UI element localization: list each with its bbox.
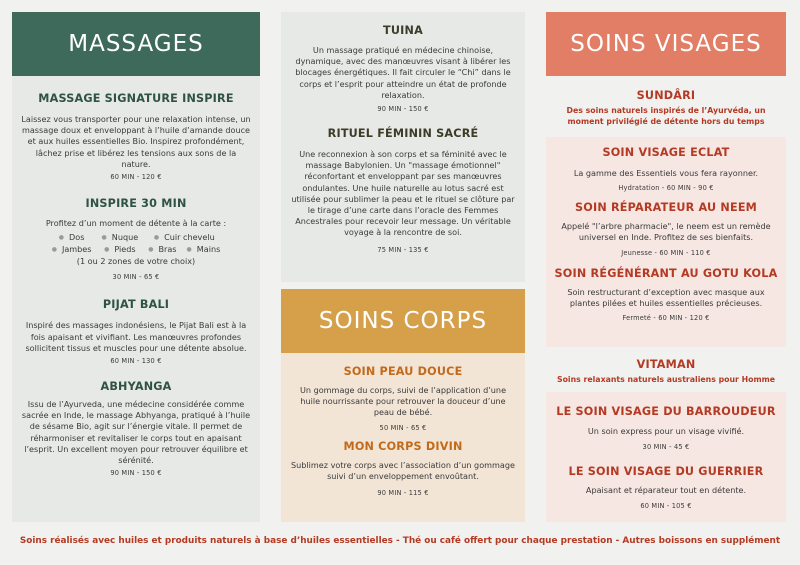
service-visage-eclat	[552, 146, 780, 192]
zone-item: ● Cuir chevelu	[148, 232, 220, 242]
service-price: 90 MIN - 150 €	[377, 105, 429, 114]
service-price: Jeunesse - 60 MIN - 110 €	[621, 248, 711, 257]
service-abhyanga	[20, 380, 252, 477]
service-price: 60 MIN - 105 €	[640, 502, 692, 511]
footer-note: Soins réalisés avec huiles et produits naturels à base d’huiles essentielles - Thé ou café offert pour chaque prestation - Autres boissons en supplément	[19, 536, 781, 546]
service-price: Hydratation - 60 MIN - 90 €	[618, 184, 714, 193]
zone-item: ● Mains	[187, 244, 221, 254]
service-price: 60 MIN - 120 €	[110, 173, 162, 182]
service-barroudeur	[552, 405, 780, 451]
middle-list	[290, 24, 516, 254]
service-name: INSPIRE 30 MIN	[85, 197, 187, 211]
service-pijat-bali	[20, 298, 252, 365]
service-name: LE SOIN VISAGE DU GUERRIER	[568, 465, 764, 479]
service-description: Un massage pratiqué en médecine chinoise, dynamique, avec des manœuvres visant à libérer les blocages énergétiques. Il fait circuler le “Chi” dans le corps et l’esprit pour atteindre un état de profonde relaxation.	[295, 45, 511, 100]
service-name: MON CORPS DIVIN	[343, 439, 463, 453]
service-description: Un gommage du corps, suivi de l’application d’une huile nourrissante pour retrouver la douceur d’une peau de bébé.	[299, 385, 507, 418]
service-name: TUINA	[383, 24, 423, 37]
service-price: Fermeté - 60 MIN - 120 €	[622, 314, 710, 323]
service-guerrier	[552, 465, 780, 510]
service-price: 75 MIN - 135 €	[377, 245, 429, 254]
zone-list	[20, 232, 252, 254]
massages-banner: MASSAGES	[12, 12, 260, 76]
service-price: 30 MIN - 65 €	[112, 273, 160, 282]
service-name: SOIN RÉPARATEUR AU NEEM	[574, 201, 758, 215]
vitaman-list	[552, 405, 780, 510]
service-name: SOIN RÉGÉNÉRANT AU GOTU KOLA	[554, 266, 778, 280]
corps-list	[290, 365, 516, 497]
service-price: 60 MIN - 130 €	[110, 357, 162, 366]
zone-item: ● Bras	[148, 244, 176, 254]
brand-name: SUNDÂRI	[636, 89, 696, 102]
service-name: SOIN PEAU DOUCE	[343, 365, 463, 378]
service-description: Appelé "l’arbre pharmacie", le neem est un remède universel en Inde. Profitez de ses bienfaits.	[561, 221, 771, 243]
service-rituel-feminin	[290, 127, 516, 254]
service-description: Sublimez votre corps avec l’association d’un gommage suivi d’un enveloppement envoûtant.	[291, 459, 515, 481]
zone-item: ● Nuque	[102, 232, 139, 242]
service-name: PIJAT BALI	[102, 298, 170, 312]
zone-item: ● Jambes	[52, 244, 92, 254]
service-price: 30 MIN - 45 €	[642, 443, 690, 452]
service-massage-signature	[20, 92, 252, 181]
service-name: RITUEL FÉMININ SACRÉ	[327, 127, 479, 141]
service-description: Inspiré des massages indonésiens, le Pijat Bali est à la fois apaisant et vivifiant. Les manœuvres profondes sollicitent tissus et muscles pour une détente absolue.	[25, 320, 247, 353]
service-mon-corps-divin	[290, 440, 516, 497]
zone-item: ● Dos	[52, 232, 92, 242]
service-price: 90 MIN - 150 €	[110, 469, 162, 478]
service-description: La gamme des Essentiels vous fera rayonner.	[573, 168, 759, 178]
visages-banner: SOINS VISAGES	[546, 12, 786, 76]
service-inspire-30	[20, 197, 252, 281]
service-description: Laissez vous transporter pour une relaxation intense, un massage doux et enveloppant à l’huile d’amande douce et aux huiles essentielles Bio. Inspirez profondément, lâchez prise et libérez les tensions aux sons de la nature.	[21, 114, 251, 169]
service-tuina	[290, 24, 516, 113]
service-description: Profitez d’un moment de détente à la carte :	[45, 218, 227, 229]
brand-subtitle: Des soins naturels inspirés de l’Ayurvéda, un moment privilégié de détente hors du temps	[566, 106, 766, 126]
service-name: MASSAGE SIGNATURE INSPIRE	[38, 92, 234, 105]
service-gotu-kola	[552, 267, 780, 322]
service-price: 90 MIN - 115 €	[377, 489, 429, 498]
corps-banner: SOINS CORPS	[281, 289, 525, 353]
zone-note: (1 ou 2 zones de votre choix)	[76, 256, 196, 267]
service-peau-douce	[290, 365, 516, 432]
service-description: Issu de l’Ayurveda, une médecine considérée comme sacrée en Inde, le massage Abhyanga, pratiqué à l’huile de sésame Bio, agit sur l’énergie vitale. Il permet de réharmoniser et revitaliser le corps tout en apaisant l’esprit. Un excellent moyen pour retrouver équilibre et sérénité.	[21, 399, 251, 466]
service-name: ABHYANGA	[100, 380, 172, 394]
service-name: SOIN VISAGE ECLAT	[602, 146, 730, 159]
sundari-header	[552, 89, 780, 127]
service-description: Soin restructurant d’exception avec masque aux plantes pilées et huiles essentielles précieuses.	[567, 286, 765, 308]
brand-name: VITAMAN	[636, 358, 696, 371]
service-reparateur-neem	[552, 201, 780, 256]
vitaman-header	[552, 358, 780, 386]
service-name: LE SOIN VISAGE DU BARROUDEUR	[556, 405, 776, 418]
massages-list	[20, 92, 252, 477]
service-description: Une reconnexion à son corps et sa féminité avec le massage Babylonien. Un "massage émotionnel" réconfortant et enveloppant par ses manœuvres ondulantes. Une huile naturelle au lotus sacré est utilisée pour sublimer la peau et le rituel se clôture par le tirage d’une carte dans l’oracle des Femmes Ancestrales pour recevoir leur message. Un véritable voyage à la rencontre de soi.	[291, 149, 515, 238]
service-description: Apaisant et réparateur tout en détente.	[585, 485, 747, 496]
service-description: Un soin express pour un visage vivifié.	[587, 426, 745, 436]
service-price: 50 MIN - 65 €	[379, 423, 427, 432]
sundari-list	[552, 146, 780, 322]
brand-subtitle: Soins relaxants naturels australiens pour Homme	[556, 375, 776, 384]
zone-item: ● Pieds	[102, 244, 139, 254]
